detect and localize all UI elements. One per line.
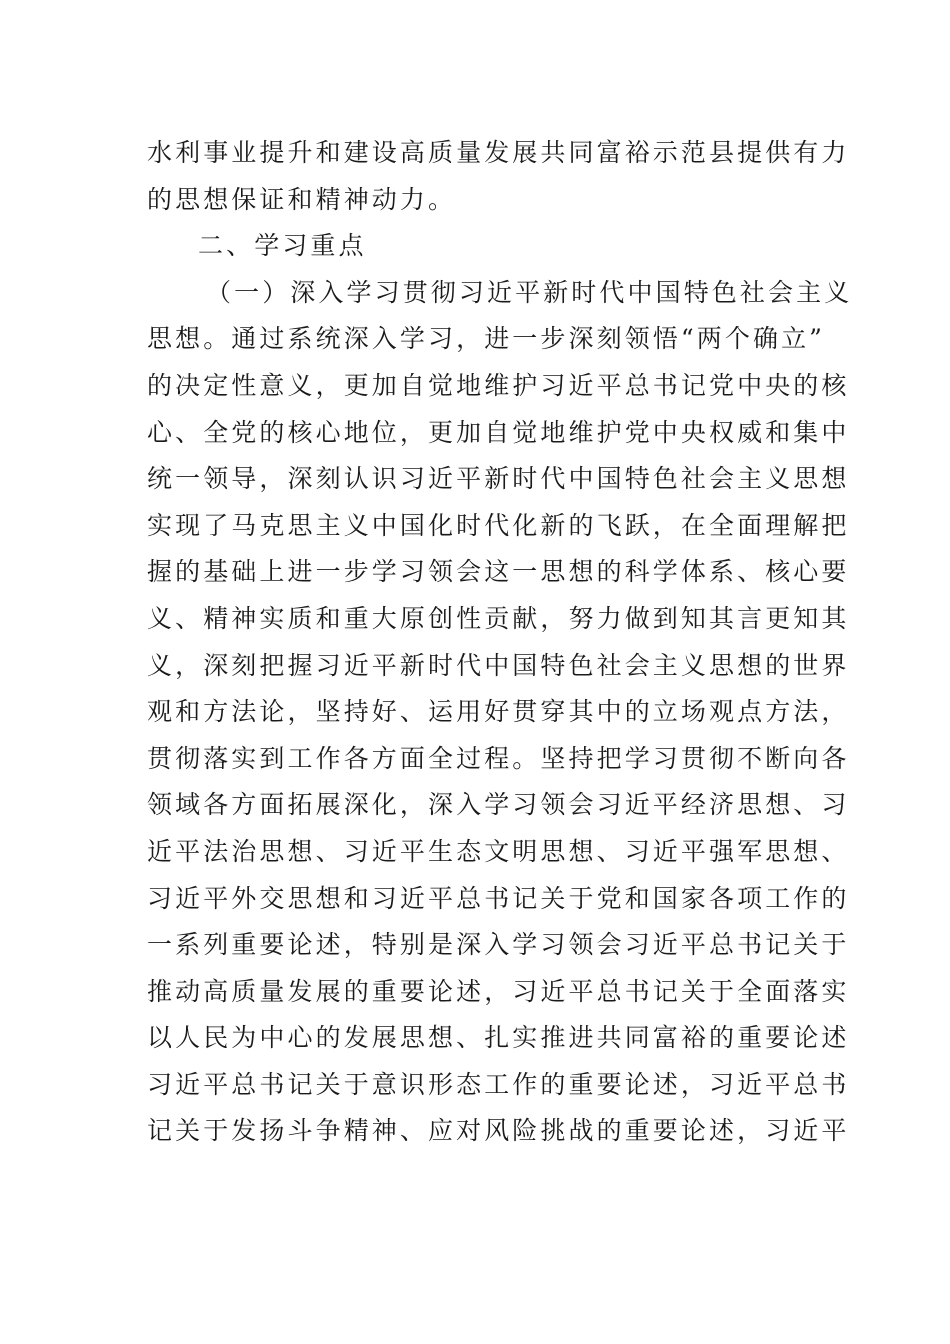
- document-body: [147, 130, 853, 1155]
- paragraph-line: 握的基础上进一步学习领会这一思想的科学体系、核心要: [147, 557, 850, 587]
- section-heading: 二、学习重点: [198, 231, 367, 261]
- paragraph-line: 领域各方面拓展深化，深入学习领会习近平经济思想、习: [147, 790, 850, 820]
- paragraph-line: 观和方法论，坚持好、运用好贯穿其中的立场观点方法，: [147, 697, 850, 727]
- paragraph-line: 实现了马克思主义中国化时代化新的飞跃，在全面理解把: [147, 510, 850, 540]
- paragraph-line: 心、全党的核心地位，更加自觉地维护党中央权威和集中: [147, 417, 850, 447]
- paragraph-line: 记关于发扬斗争精神、应对风险挑战的重要论述，习近平: [147, 1116, 850, 1146]
- paragraph-line: 近平法治思想、习近平生态文明思想、习近平强军思想、: [147, 836, 850, 866]
- subsection-heading: （一）深入学习贯彻习近平新时代中国特色社会主义: [206, 277, 853, 307]
- paragraph-line: 习近平外交思想和习近平总书记关于党和国家各项工作的: [147, 883, 850, 913]
- paragraph-line: 一系列重要论述，特别是深入学习领会习近平总书记关于: [147, 930, 850, 960]
- paragraph-line: 贯彻落实到工作各方面全过程。坚持把学习贯彻不断向各: [147, 743, 850, 773]
- paragraph-line: 义，深刻把握习近平新时代中国特色社会主义思想的世界: [147, 650, 850, 680]
- paragraph-line: 水利事业提升和建设高质量发展共同富裕示范县提供有力: [147, 138, 850, 167]
- paragraph-line: 统一领导，深刻认识习近平新时代中国特色社会主义思想: [147, 464, 850, 494]
- paragraph-line: 推动高质量发展的重要论述，习近平总书记关于全面落实: [147, 976, 850, 1006]
- paragraph-line: 的思想保证和精神动力。: [147, 184, 457, 214]
- paragraph-line: 习近平总书记关于意识形态工作的重要论述，习近平总书: [147, 1069, 850, 1099]
- paragraph-line: 义、精神实质和重大原创性贡献，努力做到知其言更知其: [147, 603, 850, 633]
- paragraph-line: 的决定性意义，更加自觉地维护习近平总书记党中央的核: [147, 370, 850, 400]
- paragraph-line: 以人民为中心的发展思想、扎实推进共同富裕的重要论述: [147, 1023, 850, 1053]
- paragraph-line: 思想。通过系统深入学习，进一步深刻领悟“两个确立”: [147, 324, 826, 354]
